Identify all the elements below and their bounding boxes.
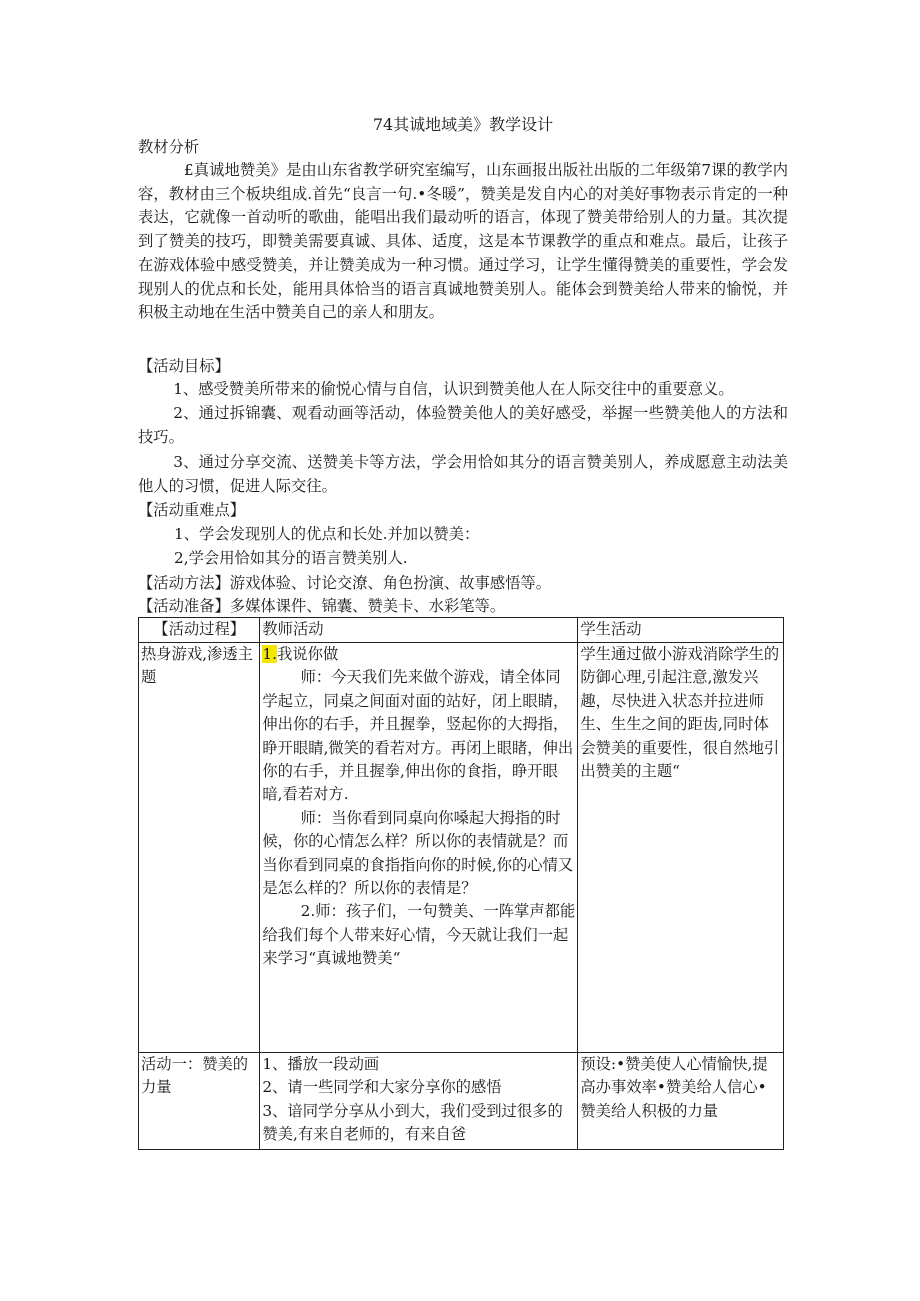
header-teacher: 教师活动	[260, 618, 578, 643]
table-row	[139, 643, 784, 1053]
goals-heading: 【活动目标】	[138, 357, 230, 375]
keypoint-2: 2,学会用恰如其分的语言赞美别人.	[174, 549, 408, 567]
document-title: 74其诚地域美》教学设计	[372, 115, 554, 134]
header-student: 学生活动	[578, 618, 784, 643]
teacher-step: 2、请一些同学和大家分享你的感悟	[262, 1078, 502, 1097]
goal-3: 3、通过分享交流、送赞美卡等方法，学会用恰如其分的语言赞美别人，养成愿意主动法美他人的习惯，促进人际交往。	[138, 453, 788, 495]
stage-cell: 活动一：赞美的力量	[139, 1053, 260, 1150]
teacher-subheading: 我说你做	[276, 645, 339, 663]
goal-2: 2、通过拆锦囊、观看动画等活动，体验赞美他人的美好感受，举握一些赞美他人的方法和技巧。	[138, 404, 788, 446]
table-row	[139, 1053, 784, 1150]
stage-cell: 热身游戏,渗透主题	[139, 643, 260, 1053]
analysis-paragraph: £真诚地赞美》是由山东省教学研究室编写，山东画报出版社出版的二年级第7课的教学内容，教材由三个板块组成.首先“良言一句.•冬暖”，赞美是发自内心的对美好事物表示肯定的一种表达，它就像一首动听的歌曲，能唱出我们最动听的语言，体现了赞美带给别人的力量。其次提到了赞美的技巧，即赞美需要真诚、具体、适度，这是本节课教学的重点和难点。最后，让孩子在游戏体验中感受赞美，并让赞美成为一种习惯。通过学习，让学生懂得赞美的重要性，学会发现别人的优点和长处，能用具体恰当的语言真诚地赞美别人。能体会到赞美给人带来的愉悦，并积极主动地在生活中赞美自己的亲人和朋友。	[138, 161, 788, 322]
teacher-cell	[260, 1053, 578, 1150]
prep-line: 【活动准备】多媒体课件、锦囊、赞美卡、水彩笔等。	[138, 597, 506, 615]
goal-1: 1、感受赞美所带来的偷悦心情与自信，认识到赞美他人在人际交往中的重要意义。	[173, 380, 734, 398]
teacher-paragraph: 师：当你看到同桌向你嗓起大拇指的时候，你的心情怎么样？所以你的表情就是？而当你看到同桌的食指指向你的时候,你的心情又是怎么样的？所以你的表情是？	[262, 808, 574, 898]
process-table	[138, 617, 784, 1150]
teacher-paragraph: 2.师：孩子们，一句赞美、一阵掌声都能给我们每个人带来好心情，今天就让我们一起来学习“真诚地赞美“	[262, 902, 576, 968]
teacher-step: 3、谙同学分享从小到大，我们受到过很多的赞美,有来自老师的，有来自爸	[262, 1101, 563, 1144]
teacher-paragraph: 师：今天我们先来做个游戏，请全体同学起立，同桌之间面对面的站好，闭上眼睛，伸出你的右手，并且握拳，竖起你的大拇指，睁开眼睛,微笑的看若对方。再闭上眼睹，伸出你的右手，并且握拳,伸出你的食指，睁开眼暗,看若对方.	[262, 668, 574, 804]
header-process: 【活动过程】	[139, 618, 260, 643]
teacher-cell	[260, 643, 578, 1053]
table-header-row	[139, 618, 784, 643]
highlighted-number: 1.	[262, 645, 277, 663]
teacher-step: 1、播放一段动画	[262, 1055, 380, 1073]
keypoint-1: 1、学会发现别人的优点和长处.并加以赞美：	[174, 525, 480, 543]
methods-line: 【活动方法】游戏体验、讨论交潦、角色扮演、故事感悟等。	[138, 574, 552, 592]
analysis-heading: 教材分析	[138, 138, 200, 156]
keypoints-heading: 【活动重难点】	[138, 501, 246, 519]
student-cell: 学生通过做小游戏消除学生的防御心理,引起注意,激发兴趣，尽快进入状态并拉进师生、生生之间的距齿,同时体会赞美的重要性，很自然地引出赞美的主题“	[578, 643, 784, 1053]
student-cell: 预设:•赞美使人心情愉快,提高办事效率•赞美给人信心•赞美给人积极的力量	[578, 1053, 784, 1150]
